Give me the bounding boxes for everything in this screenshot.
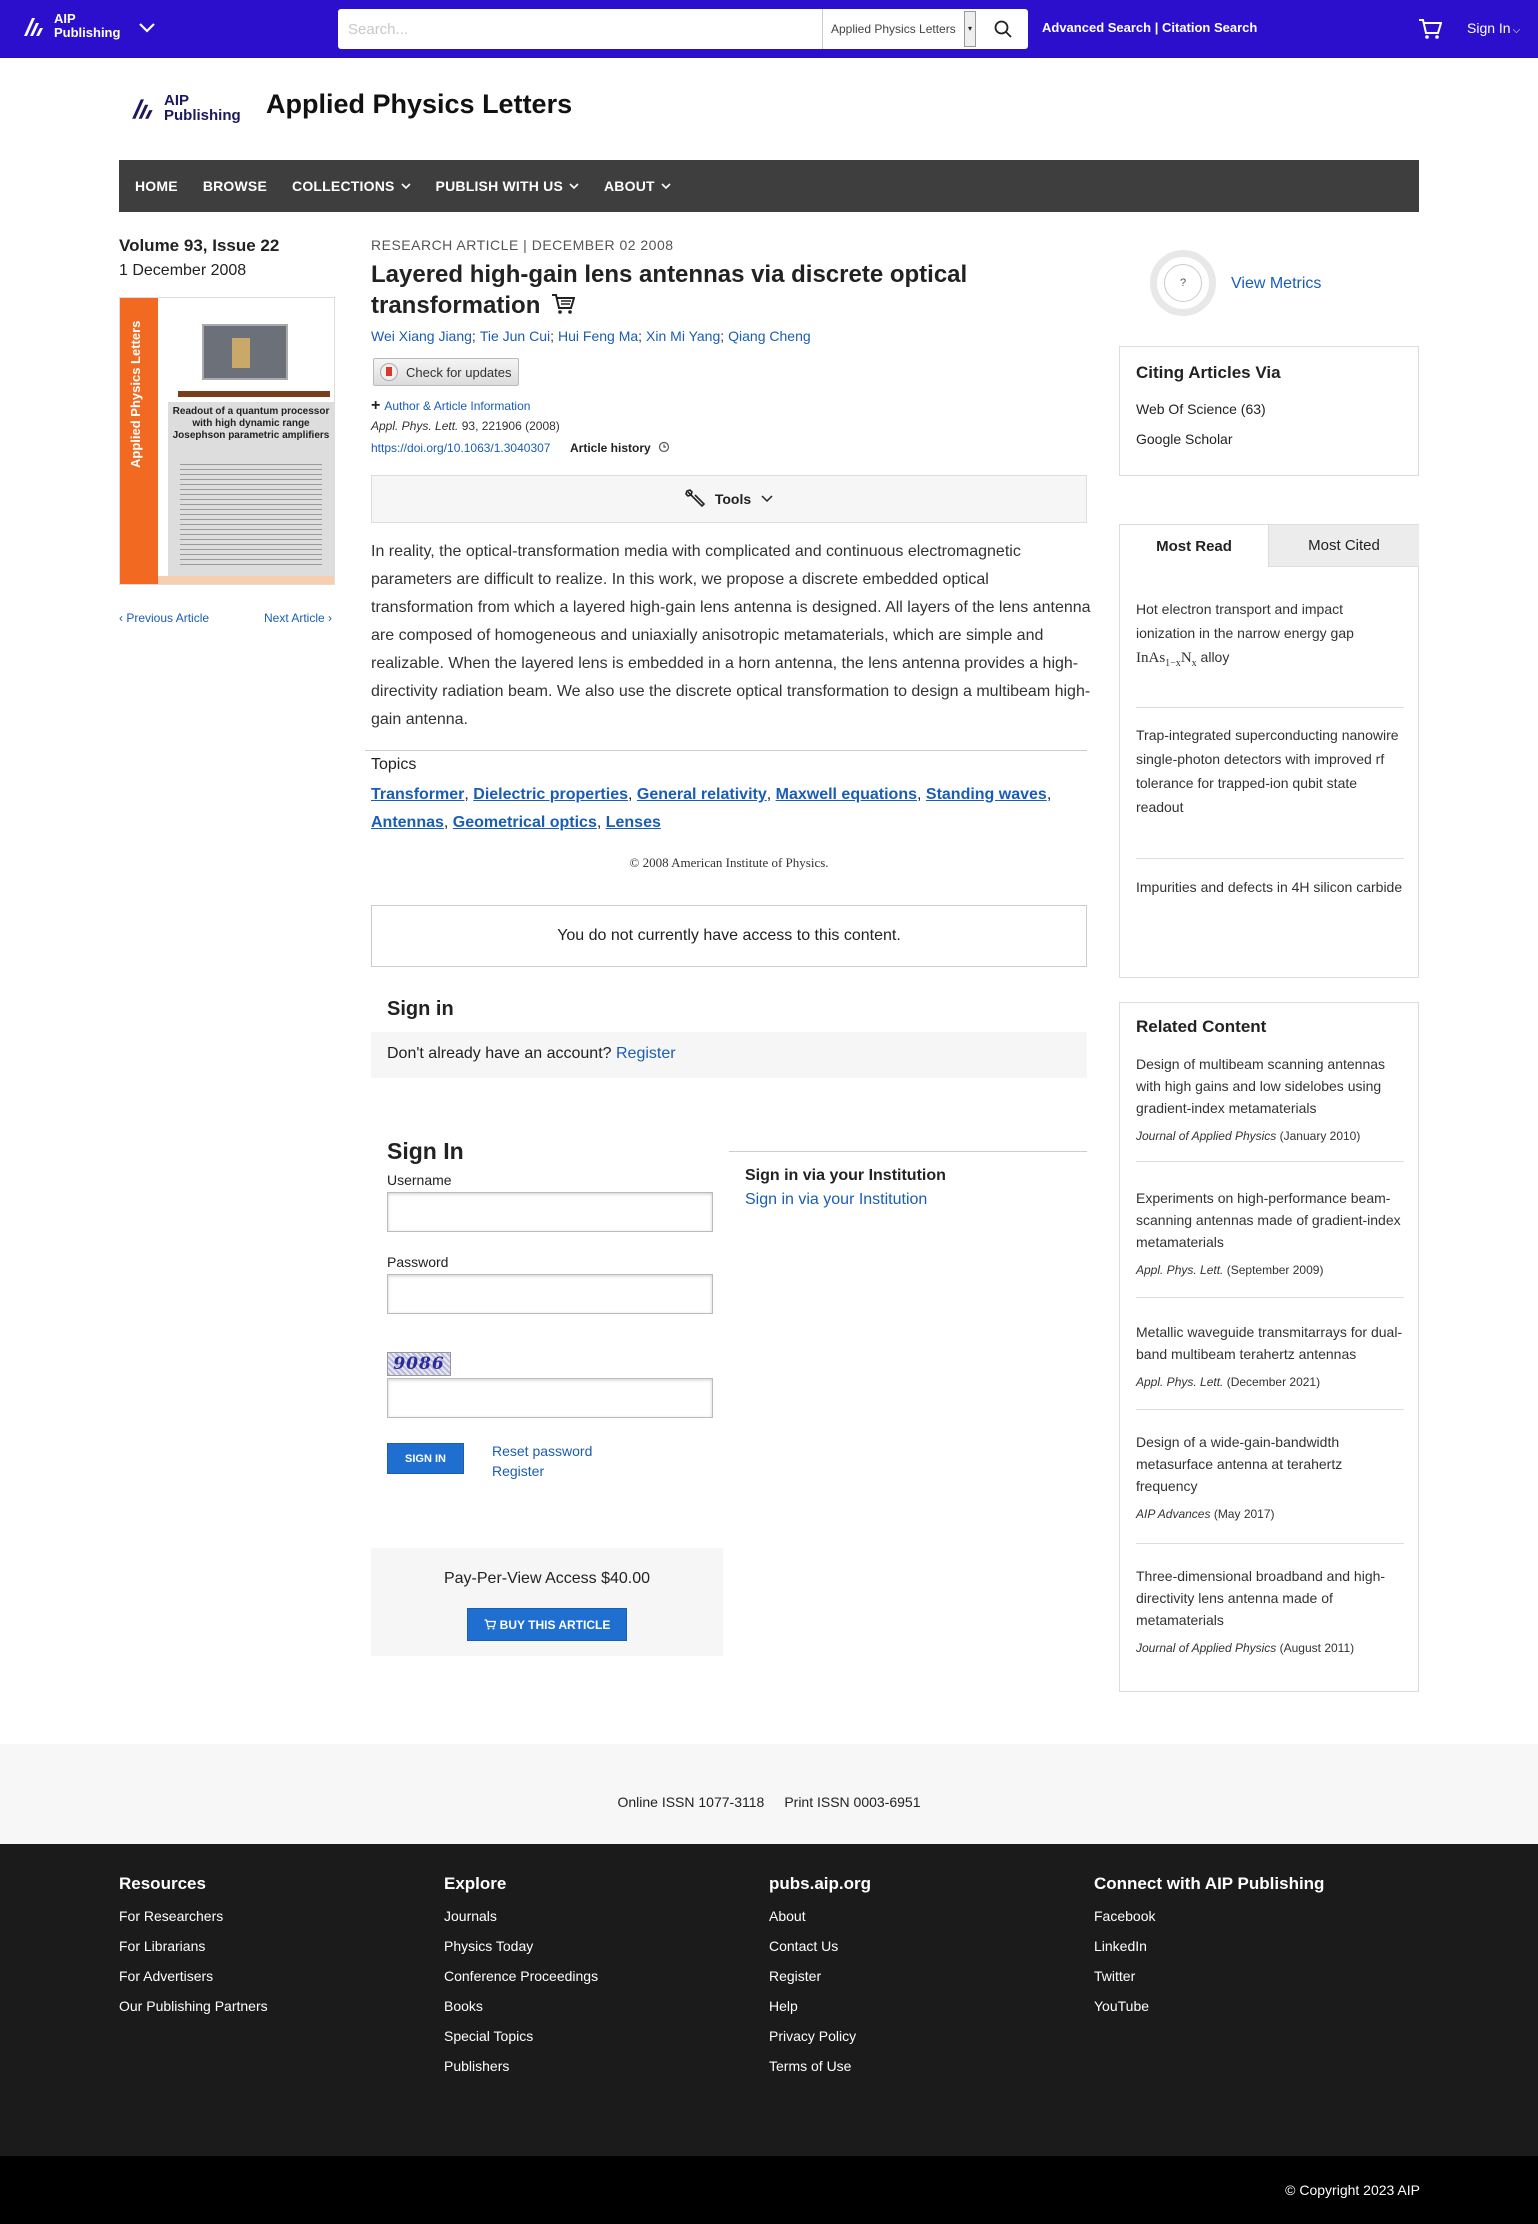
sign-in-label: Sign In xyxy=(1467,20,1511,36)
copyright-band xyxy=(0,2156,1538,2224)
related-item-source xyxy=(1136,1263,1404,1277)
article-citation xyxy=(371,419,560,433)
footer-link[interactable]: Physics Today xyxy=(444,1938,534,1954)
related-item-date: (September 2009) xyxy=(1223,1263,1324,1277)
chevron-right-icon: › xyxy=(324,611,333,625)
author-separator: ; xyxy=(471,328,476,344)
cover-panel xyxy=(168,402,334,578)
most-read-item[interactable]: Impurities and defects in 4H silicon carbide xyxy=(1136,879,1403,895)
related-item-date: (May 2017) xyxy=(1210,1507,1275,1521)
related-item-source xyxy=(1136,1507,1404,1521)
related-item-journal: Journal of Applied Physics xyxy=(1136,1641,1277,1655)
author-link[interactable]: Xin Mi Yang xyxy=(646,328,721,344)
formula xyxy=(1136,650,1197,669)
citing-articles-heading: Citing Articles Via xyxy=(1136,363,1281,382)
altmetric-score: ? xyxy=(1179,277,1187,289)
doi-link[interactable]: https://doi.org/10.1063/1.3040307 xyxy=(371,441,551,455)
tab-most-read[interactable]: Most Read xyxy=(1120,525,1269,567)
nav-publish-with-us[interactable] xyxy=(436,178,579,194)
print-issn: Print ISSN 0003-6951 xyxy=(784,1794,921,1810)
footer-heading: Resources xyxy=(119,1874,206,1893)
meta-separator: | xyxy=(518,237,532,253)
issue-volume[interactable]: Volume 93, Issue 22 xyxy=(119,236,280,255)
tools-label: Tools xyxy=(714,491,752,507)
footer-link[interactable]: For Advertisers xyxy=(119,1968,214,1984)
previous-article-link[interactable] xyxy=(119,611,209,625)
previous-article-label: Previous Article xyxy=(126,611,210,625)
topic-link[interactable]: Lenses xyxy=(605,814,661,831)
topic-link[interactable]: General relativity xyxy=(636,786,767,803)
citation-journal: Appl. Phys. Lett. xyxy=(371,419,459,433)
author-link[interactable]: Tie Jun Cui xyxy=(479,328,551,344)
footer-link[interactable]: YouTube xyxy=(1094,1998,1150,2014)
footer-link[interactable]: Contact Us xyxy=(769,1938,839,1954)
formula-subscript: x xyxy=(1191,658,1197,669)
logo-text xyxy=(164,93,241,123)
related-item-source xyxy=(1136,1641,1404,1655)
footer-link[interactable]: For Researchers xyxy=(119,1908,224,1924)
tab-most-cited[interactable]: Most Cited xyxy=(1269,525,1419,567)
nav-label: ABOUT xyxy=(604,178,655,194)
footer-link[interactable]: For Librarians xyxy=(119,1938,206,1954)
topic-link[interactable]: Dielectric properties xyxy=(473,786,628,803)
related-content-heading: Related Content xyxy=(1136,1017,1267,1036)
institution-sign-in-heading: Sign in via your Institution xyxy=(745,1167,946,1184)
divider xyxy=(1136,1543,1404,1544)
related-item-title[interactable]: Three-dimensional broadband and high-directivity lens antenna made of metamaterials xyxy=(1136,1568,1386,1628)
history-icon xyxy=(658,441,670,453)
related-content-panel xyxy=(1119,1002,1419,1692)
chevron-down-icon: ⌵ xyxy=(1512,25,1521,36)
author-link[interactable]: Wei Xiang Jiang xyxy=(371,328,472,344)
related-item-title[interactable]: Metallic waveguide transmitarrays for dual-band multibeam terahertz antennas xyxy=(1136,1324,1403,1362)
buy-article-label: BUY THIS ARTICLE xyxy=(499,1617,611,1632)
reset-password-link[interactable]: Reset password xyxy=(492,1443,593,1459)
related-item-title[interactable]: Design of a wide-gain-bandwidth metasurface antenna at terahertz frequency xyxy=(1136,1434,1343,1494)
divider xyxy=(365,750,1087,751)
cart-icon xyxy=(484,1619,496,1630)
no-access-notice: You do not currently have access to this content. xyxy=(371,905,1087,967)
register-link[interactable]: Register xyxy=(492,1463,545,1479)
view-metrics-link[interactable]: View Metrics xyxy=(1231,275,1322,292)
footer-heading: pubs.aip.org xyxy=(769,1874,871,1893)
related-item-source xyxy=(1136,1375,1404,1389)
plus-icon: + xyxy=(371,397,381,414)
related-item-source xyxy=(1136,1129,1404,1143)
crossmark-icon xyxy=(380,363,398,381)
related-item-journal: Journal of Applied Physics xyxy=(1136,1129,1277,1143)
cart-icon[interactable] xyxy=(1418,18,1442,40)
google-scholar-link[interactable]: Google Scholar xyxy=(1136,431,1233,447)
footer-link[interactable]: Privacy Policy xyxy=(769,2028,857,2044)
cover-spine xyxy=(120,298,158,585)
citation-details: 93, 221906 (2008) xyxy=(458,419,560,433)
topic-links: Transformer, Dielectric properties, General relativity, Maxwell equations, Standing waves, Antennas, Geometrical optics, Lenses xyxy=(371,786,1052,831)
topics-label: Topics xyxy=(371,756,417,773)
username-input[interactable] xyxy=(387,1192,713,1232)
cover-spine-title: Applied Physics Letters xyxy=(128,320,143,468)
related-item-journal: AIP Advances xyxy=(1136,1507,1211,1521)
author-link[interactable]: Qiang Cheng xyxy=(728,328,811,344)
site-footer xyxy=(0,1844,1538,2156)
footer-column-explore xyxy=(444,1874,598,2088)
related-item-date: (December 2021) xyxy=(1223,1375,1321,1389)
footer-link[interactable]: LinkedIn xyxy=(1094,1938,1147,1954)
wrench-icon xyxy=(685,489,707,509)
online-issn: Online ISSN 1077-3118 xyxy=(617,1794,765,1810)
tools-menu-button[interactable] xyxy=(371,475,1087,523)
altmetric-badge[interactable] xyxy=(1150,250,1216,316)
author-info-label: Author & Article Information xyxy=(384,399,531,413)
aip-logo-icon xyxy=(22,14,48,38)
issue-cover-image[interactable] xyxy=(119,297,335,585)
no-account-text: Don't already have an account? xyxy=(387,1045,612,1062)
article-title-text: Layered high-gain lens antennas via discrete optical transformation xyxy=(371,261,968,319)
cover-footer-band xyxy=(158,576,335,585)
register-link[interactable]: Register xyxy=(616,1045,676,1062)
article-meta xyxy=(371,237,674,253)
pay-per-view-price: Pay-Per-View Access $40.00 xyxy=(443,1570,651,1587)
institution-sign-in-link[interactable]: Sign in via your Institution xyxy=(745,1191,928,1208)
footer-link[interactable]: Our Publishing Partners xyxy=(119,1998,268,2014)
formula-part: N xyxy=(1180,650,1192,666)
sign-in-heading: Sign in xyxy=(387,998,454,1020)
link-separator: | xyxy=(1151,20,1162,35)
chevron-left-icon: ‹ xyxy=(119,611,127,625)
issn-band xyxy=(0,1744,1538,1844)
footer-column-connect xyxy=(1094,1874,1324,2028)
captcha-input[interactable] xyxy=(387,1378,713,1418)
related-item-date: (January 2010) xyxy=(1276,1129,1361,1143)
nav-home[interactable] xyxy=(135,178,178,194)
footer-heading: Explore xyxy=(444,1874,507,1893)
captcha-image: 9086 xyxy=(387,1352,451,1376)
divider xyxy=(1136,1161,1404,1162)
footer-link[interactable]: Terms of Use xyxy=(769,2058,852,2074)
formula-part: InAs xyxy=(1136,650,1166,666)
logo-line2: Publishing xyxy=(54,25,121,40)
footer-link[interactable]: Journals xyxy=(444,1908,497,1924)
password-label: Password xyxy=(387,1254,449,1270)
author-separator: ; xyxy=(638,328,643,344)
search-bar xyxy=(338,9,1028,49)
chevron-down-icon xyxy=(401,183,411,190)
nav-label: COLLECTIONS xyxy=(292,178,395,194)
username-label: Username xyxy=(387,1172,452,1188)
logo-text xyxy=(54,12,120,40)
topic-link[interactable]: Antennas xyxy=(371,814,444,831)
nav-label: PUBLISH WITH US xyxy=(435,178,563,194)
related-item-title[interactable]: Experiments on high-performance beam-scanning antennas made of gradient-index metamaterials xyxy=(1136,1190,1401,1250)
formula-subscript: 1−x xyxy=(1165,658,1181,669)
pay-per-view-box xyxy=(371,1548,723,1656)
author-list xyxy=(371,328,811,344)
check-updates-label: Check for updates xyxy=(406,364,512,380)
chevron-down-icon xyxy=(661,183,671,190)
issn-info xyxy=(0,1794,1538,1810)
sign-in-button[interactable]: SIGN IN xyxy=(387,1443,464,1474)
journal-title[interactable]: Applied Physics Letters xyxy=(266,89,573,119)
divider xyxy=(1136,858,1404,859)
buy-article-button[interactable] xyxy=(467,1608,627,1641)
article-title xyxy=(371,259,1061,321)
divider xyxy=(1136,707,1404,708)
aip-publishing-logo[interactable] xyxy=(22,12,120,40)
sign-in-menu[interactable] xyxy=(1467,20,1520,36)
topic-link[interactable]: Standing waves xyxy=(925,786,1047,803)
issue-date: 1 December 2008 xyxy=(119,262,247,279)
article-history-label: Article history xyxy=(570,441,651,455)
logo-line1: AIP xyxy=(54,11,76,26)
author-link[interactable]: Hui Feng Ma xyxy=(558,328,639,344)
search-button[interactable] xyxy=(978,9,1028,49)
related-item-title[interactable]: Design of multibeam scanning antennas with high gains and low sidelobes using gradient-index metamaterials xyxy=(1136,1056,1386,1116)
related-item-journal: Appl. Phys. Lett. xyxy=(1136,1263,1224,1277)
article-type: RESEARCH ARTICLE xyxy=(371,237,519,253)
aip-logo-icon xyxy=(130,95,158,121)
most-read-item[interactable]: Trap-integrated superconducting nanowire single-photon detectors with improved rf tolerance for trapped-ion qubit state readout xyxy=(1136,727,1399,815)
web-of-science-link[interactable]: Web Of Science (63) xyxy=(1136,401,1266,417)
footer-column-resources xyxy=(119,1874,268,2028)
chevron-down-icon[interactable] xyxy=(138,22,156,34)
article-history-toggle[interactable] xyxy=(570,441,670,455)
search-scope-select[interactable]: Applied Physics Letters xyxy=(822,9,976,49)
divider xyxy=(1136,1297,1404,1298)
nav-collections[interactable] xyxy=(292,178,411,194)
register-prompt xyxy=(371,1032,1087,1078)
nav-browse[interactable] xyxy=(203,178,267,194)
nav-label: HOME xyxy=(135,178,178,194)
most-read-title-tail: alloy xyxy=(1196,649,1230,665)
aip-publishing-journal-logo[interactable] xyxy=(130,93,241,123)
main-nav xyxy=(119,160,1419,212)
footer-copyright: © Copyright 2023 AIP xyxy=(1285,2182,1420,2198)
topic-link[interactable]: Maxwell equations xyxy=(775,786,917,803)
article-abstract: In reality, the optical-transformation media with complicated and continuous electromagnetic parameters are difficult to realize. In this work, we propose a discrete embedded optical transformation from which a layered high-gain lens antenna is designed. All layers of the lens antenna are composed of homogeneous and uniaxially anisotropic metamaterials, which are simple and realizable. When the layered lens is embedded in a horn antenna, the lens antenna provides a high-directivity radiation beam. We also use the discrete optical transformation to design a multibeam high-gain antenna. xyxy=(371,543,1091,728)
divider xyxy=(1136,1409,1404,1410)
citation-search-link[interactable]: Citation Search xyxy=(1161,20,1258,35)
altmetric-inner xyxy=(1164,264,1202,302)
advanced-search-links xyxy=(1042,20,1257,35)
next-article-link[interactable] xyxy=(264,611,332,625)
citing-articles-panel xyxy=(1119,346,1419,476)
footer-link[interactable]: Publishers xyxy=(444,2058,510,2074)
footer-link[interactable]: Register xyxy=(769,1968,822,1984)
footer-link[interactable]: Books xyxy=(444,1998,483,2014)
footer-link[interactable]: Conference Proceedings xyxy=(444,1968,599,1984)
article-copyright: © 2008 American Institute of Physics. xyxy=(629,855,829,870)
cover-text-lines xyxy=(180,464,322,568)
footer-column-pubs xyxy=(769,1874,871,2088)
nav-about[interactable] xyxy=(604,178,671,194)
search-input[interactable] xyxy=(338,9,820,49)
footer-heading: Connect with AIP Publishing xyxy=(1094,1874,1325,1893)
footer-link[interactable]: Special Topics xyxy=(444,2028,534,2044)
top-bar xyxy=(0,0,1538,58)
nav-label: BROWSE xyxy=(202,178,268,194)
most-read-item[interactable] xyxy=(1136,597,1404,676)
cover-divider xyxy=(178,391,330,397)
author-separator: ; xyxy=(550,328,554,344)
most-read-panel xyxy=(1119,524,1419,978)
related-item-date: (August 2011) xyxy=(1276,1641,1355,1655)
topic-link[interactable]: Transformer xyxy=(371,786,465,803)
footer-link[interactable]: Facebook xyxy=(1094,1908,1156,1924)
author-article-info-toggle[interactable] xyxy=(371,397,530,415)
chevron-down-icon xyxy=(761,495,773,503)
advanced-search-link[interactable]: Advanced Search xyxy=(1042,20,1152,35)
footer-link[interactable]: About xyxy=(769,1908,806,1924)
caret-down-icon[interactable]: ▾ xyxy=(964,11,976,47)
chevron-down-icon xyxy=(569,183,579,190)
footer-link[interactable]: Help xyxy=(769,1998,798,2014)
logo-line2: Publishing xyxy=(164,107,241,124)
cover-figure xyxy=(202,324,288,380)
search-icon xyxy=(994,20,1012,38)
check-for-updates-button[interactable] xyxy=(373,358,519,386)
sign-in-form-heading: Sign In xyxy=(387,1138,464,1164)
password-input[interactable] xyxy=(387,1274,713,1314)
most-read-title: Hot electron transport and impact ionization in the narrow energy gap xyxy=(1136,601,1354,641)
divider xyxy=(729,1151,1087,1152)
footer-link[interactable]: Twitter xyxy=(1094,1968,1136,1984)
logo-line1: AIP xyxy=(164,92,190,109)
cart-icon[interactable] xyxy=(551,293,575,315)
next-article-label: Next Article xyxy=(264,611,325,625)
article-date: DECEMBER 02 2008 xyxy=(531,237,674,253)
cover-headline: Readout of a quantum processor with high dynamic range Josephson parametric amplifiers xyxy=(172,406,330,441)
author-separator: ; xyxy=(720,328,725,344)
related-item-journal: Appl. Phys. Lett. xyxy=(1136,1375,1224,1389)
topic-link[interactable]: Geometrical optics xyxy=(452,814,597,831)
